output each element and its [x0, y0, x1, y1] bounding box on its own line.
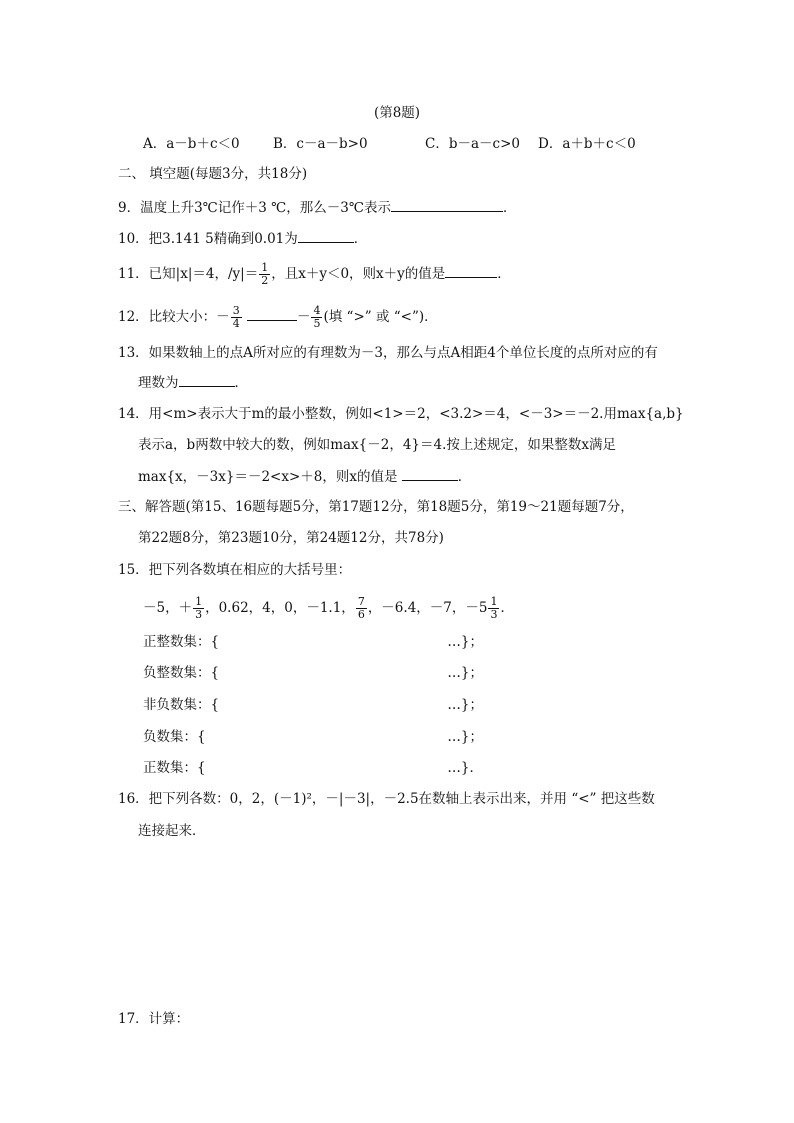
q11-answer-blank[interactable] — [445, 263, 497, 278]
q12-fraction-2 — [311, 305, 322, 330]
q14-line-1: 14．用<m>表示大于m的最小整数，例如<1>＝2，<3.2>＝4，<－3>＝－2.用max{a,b} — [118, 406, 684, 422]
q11-fraction — [259, 262, 270, 287]
q16-line-1: 16．把下列各数：0，2，(－1)²，－|－3|，－2.5在数轴上表示出来，并用 “<” 把这些数 — [118, 791, 655, 807]
q15-frac-3 — [488, 596, 499, 621]
q13-line2-text: 理数为 — [138, 375, 179, 391]
set-end: …}． — [447, 760, 483, 776]
q11-suffix: ，且x＋y＜0，则x＋y的值是 — [271, 266, 446, 282]
set-label: 正整数集：{ — [143, 634, 220, 650]
q13-line-1: 13．如果数轴上的点A所对应的有理数为－3，那么与点A相距4个单位长度的点所对应的有 — [118, 345, 658, 361]
q15-numbers-c: ，－6.4，－7，－5 — [367, 600, 488, 616]
q10-end: ． — [353, 231, 368, 247]
q14-line-2: 表示a，b两数中较大的数，例如max{－2，4}＝4.按上述规定，如果整数x满足 — [138, 437, 617, 453]
q12-frac2-den: 5 — [313, 317, 321, 330]
q9-text: 9．温度上升3℃记作＋3 ℃，那么－3℃表示 — [118, 200, 391, 216]
q15-frac-1 — [193, 596, 204, 621]
set-end: …}； — [447, 729, 483, 745]
q11-prefix: 11．已知|x|＝4，/y|＝ — [118, 266, 259, 282]
q12-prefix: 12．比较大小：－ — [118, 309, 230, 325]
q15-numbers-a: －5，＋ — [143, 600, 193, 616]
q12-answer-blank[interactable] — [247, 306, 297, 321]
q10-answer-blank[interactable] — [298, 228, 354, 243]
q15-frac2-den: 6 — [357, 608, 365, 621]
q14-end: ． — [457, 469, 472, 485]
q15-frac2-num: 7 — [357, 595, 365, 608]
set-label: 负数集：{ — [143, 729, 206, 745]
q15-frac3-num: 1 — [490, 595, 498, 608]
q12-frac2-num: 4 — [313, 304, 321, 317]
section3-line-1: 三、解答题(第15、16题每题5分，第17题12分，第18题5分，第19～21题每题7分， — [118, 499, 634, 515]
q15-frac3-den: 3 — [490, 608, 498, 621]
question-11 — [118, 262, 511, 287]
q14-line3-text: max{x，－3x}＝－2<x>＋8，则x的值是 — [138, 469, 398, 485]
q14-answer-blank[interactable] — [402, 466, 458, 481]
question-12 — [118, 305, 438, 330]
q12-frac1-num: 3 — [232, 304, 240, 317]
figure-caption: (第8题) — [373, 105, 421, 121]
set-label: 负整数集：{ — [143, 665, 220, 681]
q12-frac1-den: 4 — [232, 317, 240, 330]
q11-frac-num: 1 — [261, 261, 269, 274]
question-10 — [118, 228, 367, 249]
set-label: 正数集：{ — [143, 760, 206, 776]
q8-option-a: A．a－b＋c＜0 — [143, 136, 240, 152]
q13-answer-blank[interactable] — [179, 372, 235, 387]
q13-end: ． — [234, 375, 248, 391]
q15-title: 15．把下列各数填在相应的大括号里： — [118, 562, 352, 578]
q11-frac-den: 2 — [261, 274, 269, 287]
question-9 — [118, 197, 516, 218]
q12-fraction-1 — [231, 305, 242, 330]
q14-line-3 — [138, 466, 471, 487]
q15-numbers-b: ，0.62，4，0，－1.1， — [205, 600, 355, 616]
set-end: …}； — [447, 697, 483, 713]
q8-option-c: C．b－a－c>0 — [425, 136, 520, 152]
q13-line-2 — [138, 372, 248, 393]
q8-option-d: D．a＋b＋c＜0 — [538, 136, 636, 152]
q15-frac-2 — [356, 596, 367, 621]
q16-line-2: 连接起来． — [138, 823, 206, 839]
section2-title: 二、 填空题(每题3分，共18分) — [118, 166, 308, 182]
q10-text: 10．把3.141 5精确到0.01为 — [118, 231, 298, 247]
q11-end: ． — [497, 266, 511, 282]
q12-suffix: (填 “>” 或 “<”)． — [323, 309, 438, 325]
q9-answer-blank[interactable] — [391, 197, 503, 212]
set-end: …}； — [447, 665, 483, 681]
q15-frac1-num: 1 — [195, 595, 203, 608]
q15-numbers — [143, 596, 514, 621]
q12-mid: － — [296, 309, 311, 325]
q15-numbers-d: ． — [500, 600, 514, 616]
q9-end: ． — [502, 200, 517, 216]
q15-frac1-den: 3 — [195, 608, 203, 621]
set-end: …}； — [447, 634, 483, 650]
section3-line-2: 第22题8分，第23题10分，第24题12分，共78分) — [138, 530, 444, 546]
set-label: 非负数集：{ — [143, 697, 220, 713]
question-17: 17．计算： — [118, 1011, 190, 1027]
q8-option-b: B．c－a－b>0 — [273, 136, 368, 152]
